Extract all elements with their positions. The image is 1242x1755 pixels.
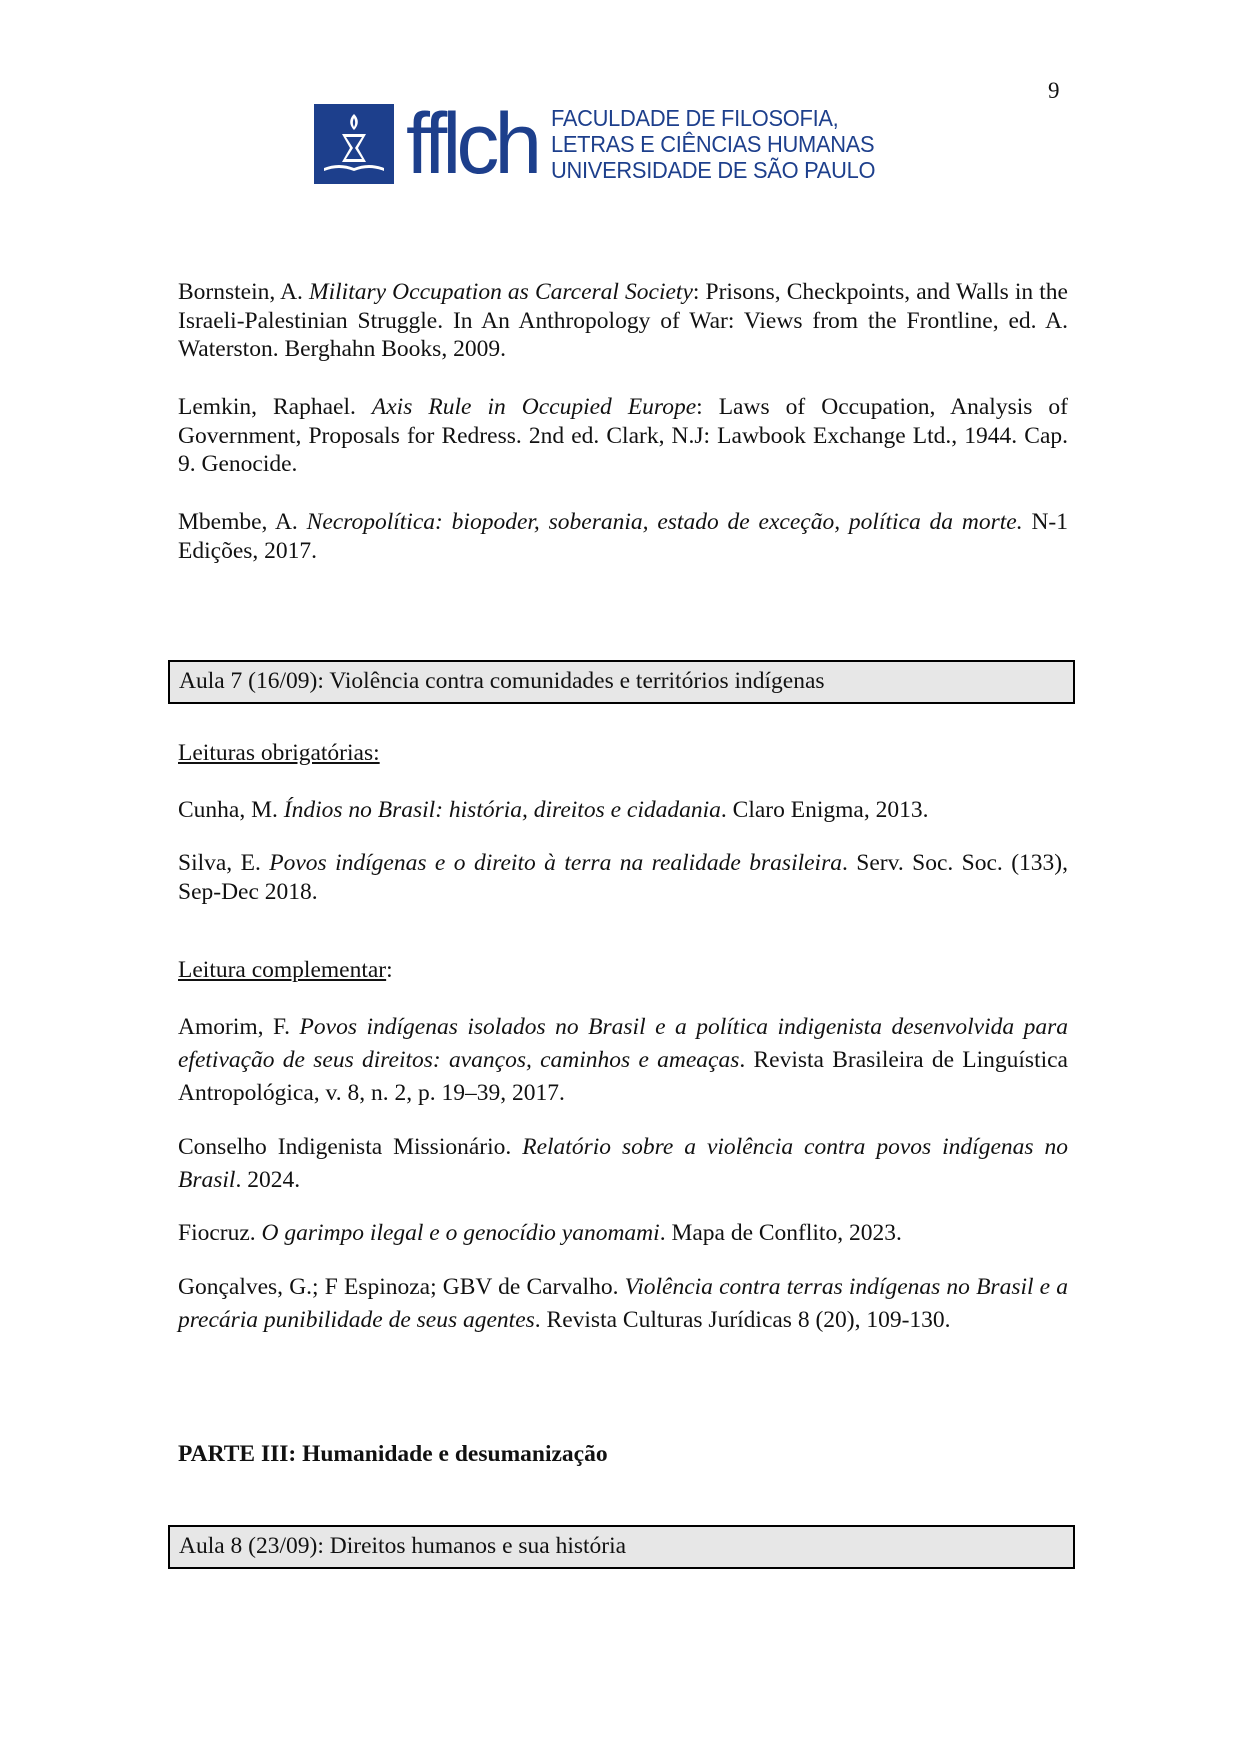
reference-cimi [178, 1131, 1068, 1197]
institution-line-2: LETRAS E CIÊNCIAS HUMANAS [551, 131, 875, 157]
reference-mbembe [178, 508, 1068, 565]
reference-author: Mbembe, A. [178, 509, 307, 535]
institution-name [551, 105, 875, 183]
aula-7-header: Aula 7 (16/09): Violência contra comunidades e territórios indígenas [168, 660, 1075, 704]
reference-fiocruz [178, 1217, 1068, 1250]
reference-title: Índios no Brasil: história, direitos e cidadania [283, 797, 721, 823]
reference-details: . 2024. [235, 1167, 301, 1193]
reference-details: . Revista Brasileira de Linguística Antropológica, v. 8, n. 2, p. 19–39, 2017. [178, 1047, 1068, 1106]
mandatory-readings-heading: Leituras obrigatórias: [178, 740, 380, 766]
reference-author: Lemkin, Raphael. [178, 394, 372, 420]
reference-author: Fiocruz. [178, 1220, 262, 1246]
reference-details: : Laws of Occupation, Analysis of Government, Proposals for Redress. 2nd ed. Clark, N.J: Lawbook Exchange Ltd., 1944. Cap. 9. Genocide. [178, 394, 1068, 477]
reference-title: Povos indígenas isolados no Brasil e a política indigenista desenvolvida para efetivação de seus direitos: avanços, caminhos e ameaças [178, 1014, 1068, 1073]
reference-title: Povos indígenas e o direito à terra na realidade brasileira [269, 850, 842, 876]
reference-details: N-1 Edições, 2017. [178, 509, 1068, 564]
reference-author: Silva, E. [178, 850, 270, 876]
reference-amorim [178, 1011, 1068, 1110]
reference-details: . Mapa de Conflito, 2023. [659, 1220, 902, 1246]
reference-title: Relatório sobre a violência contra povos indígenas no Brasil [178, 1134, 1068, 1193]
reference-title: O garimpo ilegal e o genocídio yanomami [261, 1220, 660, 1246]
reference-title: Necropolítica: biopoder, soberania, estado de exceção, política da morte. [306, 509, 1023, 535]
page-number: 9 [1048, 78, 1060, 103]
institution-line-3: UNIVERSIDADE DE SÃO PAULO [551, 157, 876, 183]
fflch-logo [314, 96, 900, 192]
reference-author: Conselho Indigenista Missionário. [178, 1134, 523, 1160]
institution-line-1: FACULDADE DE FILOSOFIA, [551, 105, 839, 131]
reference-title: Violência contra terras indígenas no Brasil e a precária punibilidade de seus agentes [178, 1274, 1069, 1333]
reference-author: Bornstein, A. [178, 279, 310, 305]
fflch-emblem-icon [314, 104, 394, 184]
reference-bornstein [178, 278, 1068, 364]
reference-title: Axis Rule in Occupied Europe [371, 394, 697, 420]
reference-details: . Revista Culturas Jurídicas 8 (20), 109-130. [534, 1307, 951, 1333]
reference-author: Cunha, M. [178, 797, 284, 823]
logo-wordmark: fflch [406, 96, 538, 192]
reference-cunha [178, 796, 1068, 825]
reference-details: . Claro Enigma, 2013. [720, 797, 929, 823]
reference-author: Amorim, F. [178, 1014, 300, 1040]
reference-goncalves [178, 1271, 1068, 1337]
reference-details: : Prisons, Checkpoints, and Walls in the Israeli-Palestinian Struggle. In An Anthropology of War: Views from the Frontline, ed. A. Waterston. Berghahn Books, 2009. [178, 279, 1068, 362]
reference-details: . Serv. Soc. Soc. (133), Sep-Dec 2018. [178, 850, 1068, 905]
reference-lemkin [178, 393, 1068, 479]
aula-8-header: Aula 8 (23/09): Direitos humanos e sua história [168, 1525, 1075, 1569]
complementary-reading-heading: Leitura complementar: [178, 957, 393, 983]
part-three-title: PARTE III: Humanidade e desumanização [178, 1441, 608, 1467]
reference-author: Gonçalves, G.; F Espinoza; GBV de Carvalho. [178, 1274, 625, 1300]
reference-silva [178, 849, 1068, 906]
reference-title: Military Occupation as Carceral Society [309, 279, 693, 305]
